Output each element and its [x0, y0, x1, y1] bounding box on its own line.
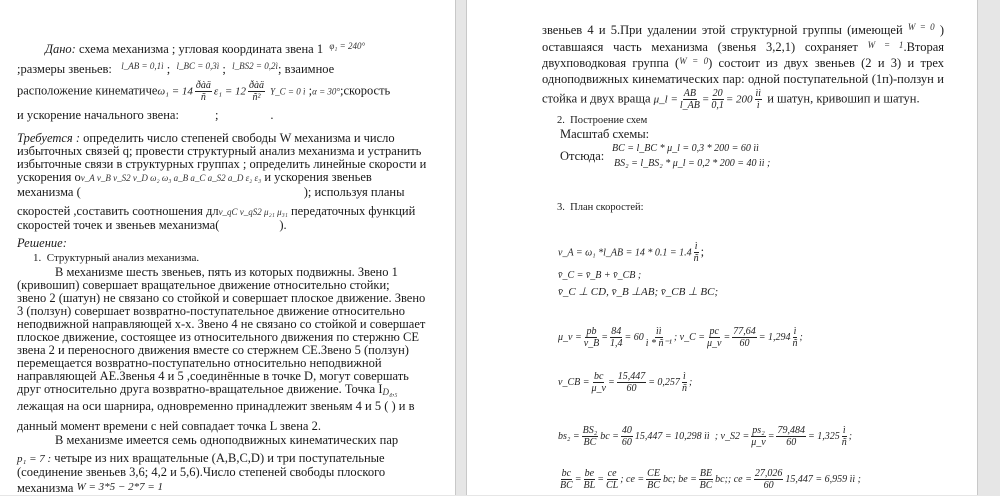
formula-vc-sum: v̄_C = v̄_B + v̄_CB ; — [558, 270, 642, 281]
document-page-2 — [466, 0, 978, 495]
text: стойка и двух враща μ_l = $\frac{AB}{l\_AB}$ = $\frac{20}{0,1}$ = 200 $\frac{ìì}{ì}$ и шатун, кривошип и шатун. — [542, 88, 920, 111]
text: оставшаяся часть механизма (звенья 3,2,1) сохраняет $^{W = 1}$.Вторая — [542, 40, 944, 54]
formula-d45: D₄,₅ — [382, 387, 398, 397]
text: плоское движение, состоящее из относительного движения по стержню CE — [17, 330, 419, 344]
text: расположение кинематиче — [17, 83, 158, 98]
text: перемещается возвратно-поступательно относительно неподвижной — [17, 356, 382, 370]
formula-p1: p₁ = 7 : — [17, 453, 52, 465]
formula-lbs2: l_BS2 = 0,2ì — [232, 61, 278, 71]
formula-phi1: φ₁ = 240° — [329, 41, 366, 51]
text: четыре из них вращательные (A,B,C,D) и три поступательные — [54, 451, 385, 465]
section-1-heading: 1. Структурный анализ механизма. — [33, 252, 200, 264]
formula-muv: μ_v = $\frac{pb}{v\_B}$ = $\frac{84}{1,4}$ = 60 $\frac{ìì}{\text{ì * ñ⁻¹}}$ ; v_C = $\frac{pc}{\mu\_v}$ = $\frac{77,64}{60}$ = 1,294 $\frac{ì}{ñ}$ ; — [558, 326, 803, 349]
text: 3 (ползун) совершает возвратно-поступательное движение относительно — [17, 304, 406, 318]
required-label: Требуется : — [17, 131, 81, 145]
omega1: ω₁ = 14 — [157, 85, 193, 98]
hence-label: Отсюда: — [560, 149, 605, 163]
formula-vcb: v_CB = $\frac{bc}{\mu\_v}$ = $\frac{15,447}{60}$ = 0,257 $\frac{ì}{ñ}$ ; — [558, 371, 693, 394]
symbols: v_A v_B v_S2 v_D ω₂ ω₃ a_B a_C a_S2 a_D ε₂ ε₃ — [80, 173, 262, 183]
document-page-1 — [0, 0, 456, 495]
text: друг относительно друга возвратно-вращательное движение. Точка I — [17, 382, 383, 396]
formula-bs2-plan: bs₂ = $\frac{\text{BS₂}}{BC}$ bc = $\frac{40}{60}$ 15,447 = 10,298 ìì ; v_S2 = $\frac{\text{ps₂}}{\mu\_v}$ = $\frac{79,484}{60}$ = 1,325 $\frac{ì}{ñ}$ ; — [558, 425, 853, 448]
formula-bc: BC = l_BC * μ_l = 0,3 * 200 = 60 ìì — [612, 143, 759, 154]
text: схема механизма ; угловая координата звена 1 — [75, 42, 324, 56]
formula-w0: W = 0 — [907, 22, 935, 32]
given-label: Дано: — [45, 42, 76, 56]
text: ;размеры звеньев: — [17, 62, 112, 76]
fraction: ðàä ñ — [195, 80, 211, 103]
formula-bs2: BS₂ = l_BS₂ * μ_l = 0,2 * 200 = 40 ìì ; — [614, 158, 771, 169]
required-line: Требуется : определить число степеней свободы W механизма и число — [17, 131, 395, 145]
text: избыточных связей q; провести структурный анализ механизма и устранить — [17, 144, 422, 158]
text: скоростей точек и звеньев механизма( ). — [17, 218, 287, 232]
formula-perp: v̄_C ⊥ CD, v̄_B ⊥AB; v̄_CB ⊥ BC; — [558, 286, 719, 298]
fraction: ðàä ñ² — [249, 80, 265, 103]
text: В механизме имеется семь одноподвижных кинематических пар — [55, 433, 399, 447]
formula-va: v_A = ω₁ *l_AB = 14 * 0.1 = 1.4 $\frac{ì}{ñ}$ ; — [558, 241, 705, 264]
text: механизма ( ); используя планы — [17, 185, 405, 199]
text: направляющей AE.Звенья 4 и 5 ,соединённые в точке D, могут совершать — [17, 369, 409, 383]
body-line — [17, 420, 321, 433]
text: механизма — [17, 481, 74, 495]
section-3-heading: 3. План скоростей: — [557, 202, 644, 213]
initial-link-line: и ускорение начального звена: ; . — [17, 108, 274, 122]
scale-label: Масштаб схемы: — [560, 127, 650, 141]
text: В механизме шесть звеньев, пять из которых подвижны. Звено 1 — [55, 265, 398, 279]
formula-lbc: l_BC = 0,3ì — [176, 61, 220, 71]
text: и ускорение начального звена: — [17, 108, 179, 122]
symbols: v_qC v_qS2 μ₂₁ μ₃₁ — [218, 207, 288, 217]
sizes-line: ;размеры звеньев: $^{l\_AB = 0,1ì}$ ; $^{l\_BC = 0,3ì}$ ; $^{l\_BS2 = 0,2ì}$; взаимное — [17, 61, 335, 76]
position-line: расположение кинематичеω₁ = 14 ðàä ñ ε₁ = 12 ðàä ñ² Y_C = 0 ì ;α = 30°;скорость — [17, 80, 391, 103]
text: звена 2 и переносного движения вместе со стержнем CE.Звено 5 (ползун) — [17, 343, 409, 357]
section-2-heading: 2. Построение схем — [557, 115, 648, 126]
text: одноподвижных кинематических пар: одной поступательной (1п)-ползун и — [542, 72, 944, 86]
text: лежащая на оси шарнира, одновременно принадлежит звеньям 4 и 5 ( ) и в — [17, 399, 415, 413]
given-line — [45, 43, 365, 57]
text: звеньев 4 и 5.При удалении этой структурной группы (имеющей $^{W = 0}$ ) — [542, 22, 945, 37]
text: ускорения оv_A v_B v_S2 v_D ω₂ ω₃ a_B a_C a_S2 a_D ε₂ ε₃ и ускорения звеньев — [17, 170, 372, 184]
text: данный момент времени с ней совпадает точка L звена 2. — [17, 419, 321, 433]
body-line — [17, 400, 415, 413]
text: неподвижной направляющей x-x. Звено 4 не связано со стойкой и совершает — [17, 317, 426, 331]
eps1: ε₁ = 12 — [213, 85, 247, 98]
text: звено 2 (шатун) не связано со стойкой и совершает плоское движение. Звено — [17, 291, 426, 305]
text: скоростей ,составить соотношения длv_qC v_qS2 μ₂₁ μ₃₁ передаточных функций — [17, 204, 416, 218]
formula-w: W = 3*5 − 2*7 = 1 — [76, 481, 164, 493]
body-line — [55, 434, 398, 447]
formula-lab: l_AB = 0,1ì — [121, 61, 164, 71]
body-line — [17, 383, 398, 397]
formula-ratios: $\frac{bc}{BC}$ = $\frac{be}{BL}$ = $\frac{ce}{CL}$ ; ce = $\frac{CE}{BC}$ bc; be = $\frac{BE}{BC}$ bc;; ce = $\frac{27,026}{60}$ 15,447 = 6,959 ìì ; — [560, 468, 862, 491]
formula-yc: Y_C = 0 ì — [270, 86, 306, 97]
text: ;скорость — [340, 83, 391, 98]
text: двухповодковая группа ($^{W = 0}$) состоит из двух звеньев (2 и 3) и трех — [542, 56, 944, 70]
body-line — [17, 482, 163, 496]
text: (кривошип) совершает вращательное движение относительно стойки; — [17, 278, 390, 292]
text: ; взаимное — [277, 62, 335, 76]
formula-w1: W = 1 — [867, 40, 904, 50]
formula-alpha: α = 30° — [312, 86, 340, 97]
body-line — [17, 452, 385, 466]
body-line — [17, 466, 385, 479]
solution-label: Решение: — [17, 236, 67, 250]
text: избыточные связи в структурных группах ; определить линейные скорости и — [17, 157, 427, 171]
text: (соединение звеньев 3,6; 4,2 и 5,6).Число степеней свободы плоского — [17, 465, 386, 479]
